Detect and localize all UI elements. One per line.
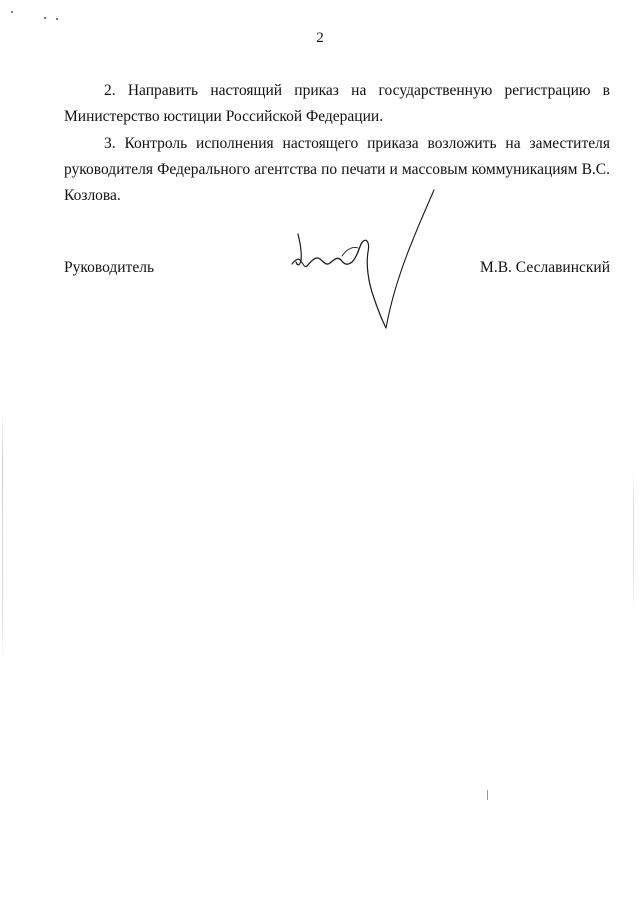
page-number: 2 <box>316 30 324 46</box>
scan-edge-line-left <box>2 410 3 660</box>
signatory-name: М.В. Сеславинский <box>480 259 610 276</box>
paragraph-control: 3. Контроль исполнения настоящего приказа возложить на заместителя руководителя Федерального агентства по печати и массовым коммуникациям В.С. Козлова. <box>64 134 610 204</box>
scan-speck <box>487 790 488 800</box>
scan-speck <box>56 18 58 20</box>
scan-speck <box>44 17 46 19</box>
signature-position-title: Руководитель <box>64 259 155 276</box>
paragraph-registration: 2. Направить настоящий приказ на государственную регистрацию в Министерство юстиции Российской Федерации. <box>64 81 610 125</box>
scan-speck <box>11 11 13 13</box>
handwritten-signature <box>282 186 442 336</box>
scan-edge-line-right <box>633 470 634 610</box>
